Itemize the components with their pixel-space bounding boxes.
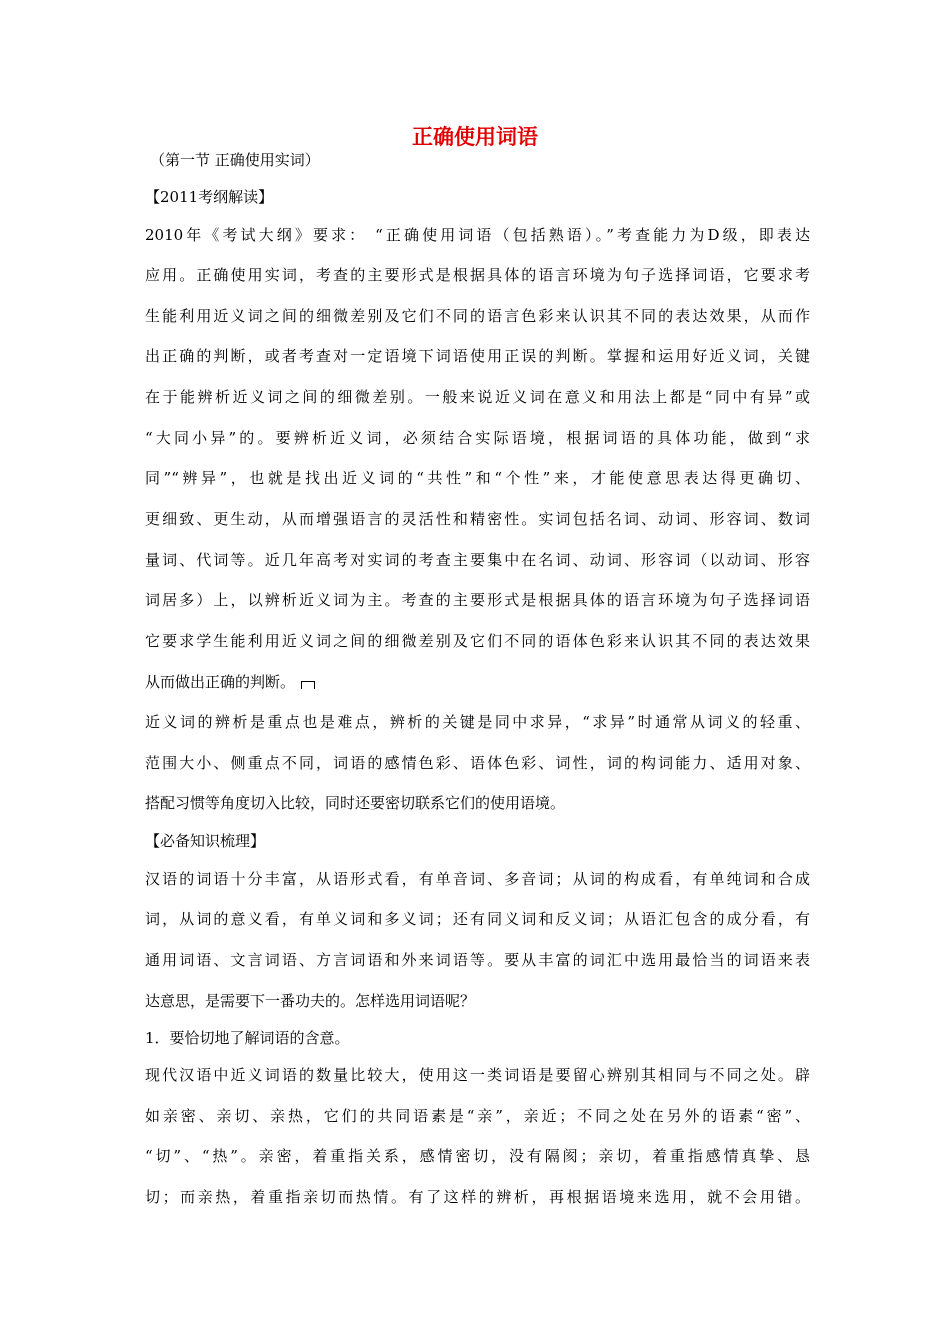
paragraph-line: 词居多）上，以辨析近义词为主。考查的主要形式是根据具体的语言环境为句子选择词语: [145, 591, 810, 609]
paragraph-line: 生能利用近义词之间的细微差别及它们不同的语言色彩来认识其不同的表达效果，从而作: [145, 307, 810, 325]
paragraph-line: 更细致、更生动，从而增强语言的灵活性和精密性。实词包括名词、动词、形容词、数词: [145, 510, 810, 528]
section-subtitle: （第一节 正确使用实词）: [150, 151, 320, 169]
paragraph-line: 汉语的词语十分丰富，从语形式看，有单音词、多音词；从词的构成看，有单纯词和合成: [145, 870, 810, 888]
paragraph-line: 切；而亲热，着重指亲切而热情。有了这样的辨析，再根据语境来选用，就不会用错。: [145, 1188, 810, 1206]
paragraph-mark-icon: [301, 681, 315, 689]
section-heading-exam-outline: 【2011考纲解读】: [145, 188, 274, 206]
paragraph-line: “大同小异”的。要辨析近义词，必须结合实际语境，根据词语的具体功能，做到“求: [145, 429, 810, 447]
numbered-item-heading: 1．要恰切地了解词语的含意。: [145, 1029, 350, 1047]
paragraph-line: 出正确的判断，或者考查对一定语境下词语使用正误的判断。掌握和运用好近义词，关键: [145, 347, 810, 365]
section-heading-knowledge: 【必备知识梳理】: [145, 832, 266, 850]
paragraph-line: 应用。正确使用实词，考查的主要形式是根据具体的语言环境为句子选择词语，它要求考: [145, 266, 810, 284]
paragraph-line: 如亲密、亲切、亲热，它们的共同语素是“亲”，亲近；不同之处在另外的语素“密”、: [145, 1107, 810, 1125]
paragraph-line: 范围大小、侧重点不同，词语的感情色彩、语体色彩、词性，词的构词能力、适用对象、: [145, 754, 810, 772]
paragraph-line-text: 从而做出正确的判断。: [145, 673, 296, 691]
paragraph-line: 2010年《考试大纲》要求： “正确使用词语（包括熟语）。”考查能力为D级，即表达: [145, 226, 810, 244]
paragraph-line: 量词、代词等。近几年高考对实词的考查主要集中在名词、动词、形容词（以动词、形容: [145, 551, 810, 569]
page-title: 正确使用词语: [412, 125, 538, 149]
paragraph-line: 近义词的辨析是重点也是难点，辨析的关键是同中求异，“求异”时通常从词义的轻重、: [145, 713, 810, 731]
paragraph-line: 达意思，是需要下一番功夫的。怎样选用词语呢？: [145, 992, 476, 1010]
paragraph-line: 搭配习惯等角度切入比较，同时还要密切联系它们的使用语境。: [145, 794, 566, 812]
paragraph-line: 词，从词的意义看，有单义词和多义词；还有同义词和反义词；从语汇包含的成分看，有: [145, 910, 810, 928]
paragraph-line-last: [145, 671, 810, 693]
paragraph-line: 通用词语、文言词语、方言词语和外来词语等。要从丰富的词汇中选用最恰当的词语来表: [145, 951, 810, 969]
paragraph-line: 同”“辨异”，也就是找出近义词的“共性”和“个性”来，才能使意思表达得更确切、: [145, 469, 810, 487]
paragraph-line: 它要求学生能利用近义词之间的细微差别及它们不同的语体色彩来认识其不同的表达效果: [145, 632, 810, 650]
paragraph-line: 现代汉语中近义词语的数量比较大，使用这一类词语是要留心辨别其相同与不同之处。辟: [145, 1066, 810, 1084]
paragraph-line: “切”、“热”。亲密，着重指关系，感情密切，没有隔阂；亲切，着重指感情真挚、恳: [145, 1147, 810, 1165]
paragraph-line: 在于能辨析近义词之间的细微差别。一般来说近义词在意义和用法上都是“同中有异”或: [145, 388, 810, 406]
